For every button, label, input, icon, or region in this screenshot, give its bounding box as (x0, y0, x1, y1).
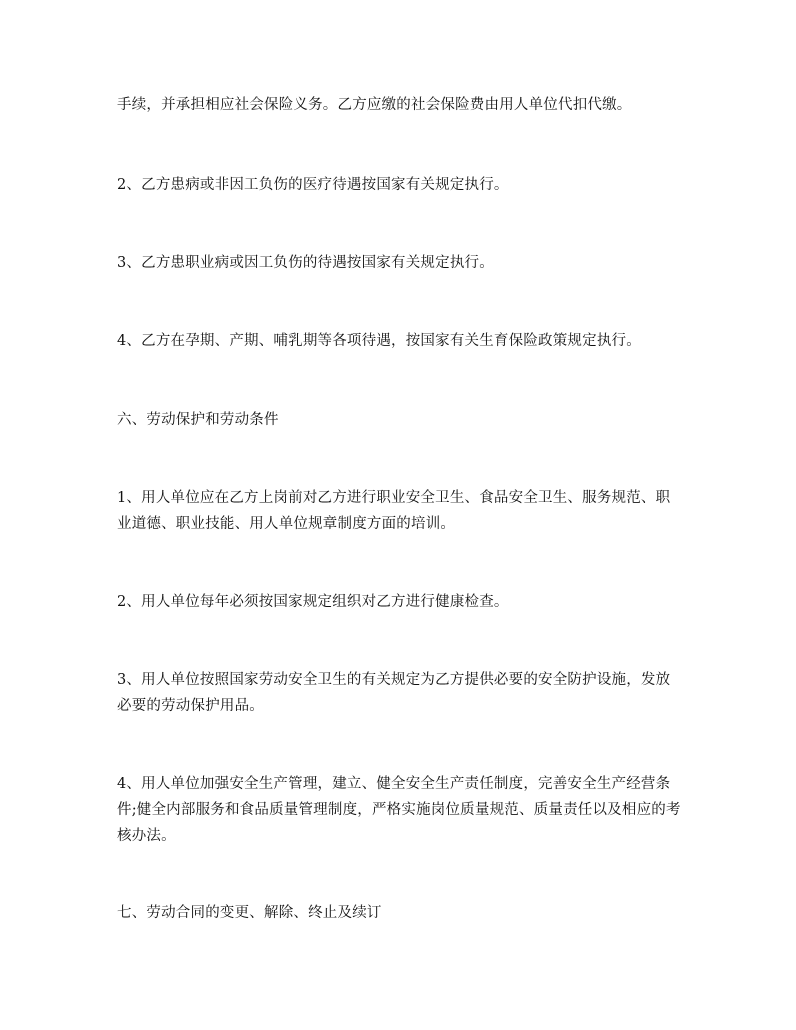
section-heading-labor-protection: 六、劳动保护和劳动条件 (117, 412, 279, 428)
paragraph-medical-treatment: 2、乙方患病或非因工负伤的医疗待遇按国家有关规定执行。 (117, 177, 509, 193)
paragraph-safety-equipment: 3、用人单位按照国家劳动安全卫生的有关规定为乙方提供必要的安全防护设施，发放必要的劳动保护用品。 (117, 672, 671, 714)
paragraph-social-insurance-continued: 手续，并承担相应社会保险义务。乙方应缴的社会保险费由用人单位代扣代缴。 (117, 97, 632, 113)
paragraph-training: 1、用人单位应在乙方上岗前对乙方进行职业安全卫生、食品安全卫生、服务规范、职业道德、职业技能、用人单位规章制度方面的培训。 (117, 490, 671, 532)
section-heading-contract-changes: 七、劳动合同的变更、解除、终止及续订 (117, 905, 382, 921)
paragraph-safety-management: 4、用人单位加强安全生产管理，建立、健全安全生产责任制度，完善安全生产经营条件;健全内部服务和食品质量管理制度，严格实施岗位质量规范、质量责任以及相应的考核办法。 (117, 776, 681, 844)
paragraph-maternity-benefits: 4、乙方在孕期、产期、哺乳期等各项待遇，按国家有关生育保险政策规定执行。 (117, 333, 641, 349)
paragraph-occupational-injury: 3、乙方患职业病或因工负伤的待遇按国家有关规定执行。 (117, 255, 494, 271)
paragraph-health-check: 2、用人单位每年必须按国家规定组织对乙方进行健康检查。 (117, 594, 509, 610)
